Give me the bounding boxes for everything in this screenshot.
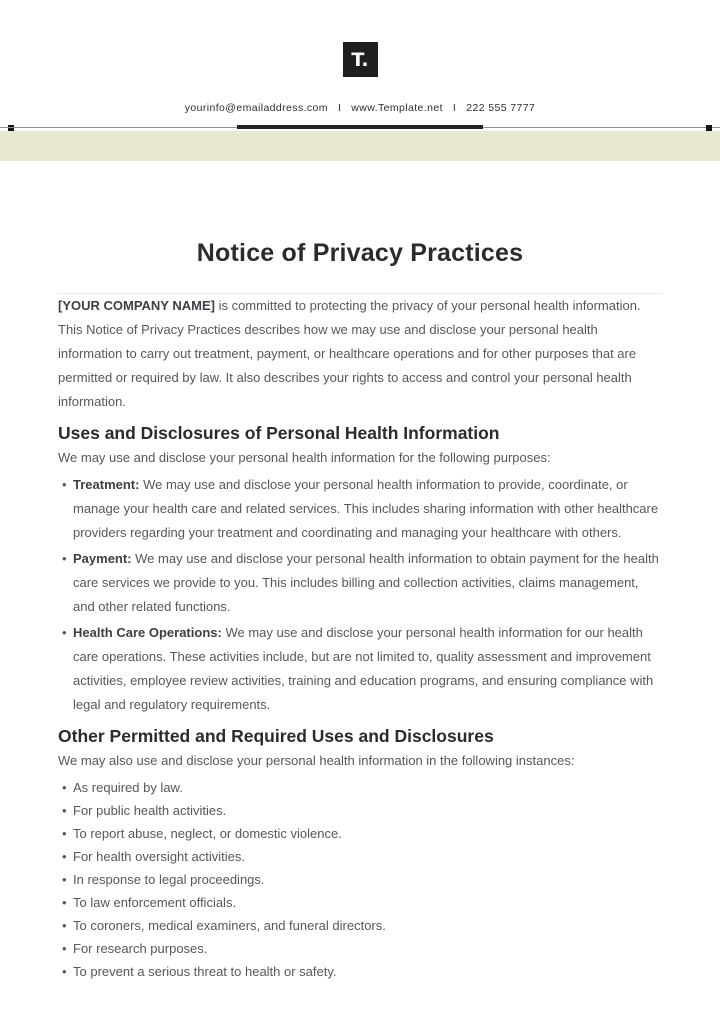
section-lead-other-uses: We may also use and disclose your personal health information in the following instances: [58,753,575,768]
divider-accent-line [237,125,483,129]
list-item-text: To coroners, medical examiners, and funeral directors. [73,918,386,933]
bullet-icon: • [62,895,67,910]
other-uses-list [58,776,662,983]
brand-logo [343,42,378,77]
item-body: We may use and disclose your personal health information to provide, coordinate, or manage your health care and related services. This includes sharing information with other healthcare providers regarding your treatment and coordinating and managing your healthcare with others. [73,477,659,540]
intro-paragraph [58,294,662,414]
list-item-text: For public health activities. [73,803,227,818]
list-item-text [73,547,662,619]
list-item [58,960,662,983]
list-item [58,845,662,868]
list-item [58,822,662,845]
bullet-icon: • [62,477,67,492]
list-item-text [73,473,662,545]
divider-dot-left [8,125,14,131]
bullet-icon: • [62,551,67,566]
bullet-icon: • [62,872,67,887]
contact-email: yourinfo@emailaddress.com [184,102,328,114]
list-item-text: For research purposes. [73,941,208,956]
item-label: Payment: [73,551,132,566]
list-item-text [73,621,662,717]
list-item [58,868,662,891]
list-item-text: As required by law. [73,780,183,795]
list-item-treatment [58,473,662,545]
list-item-text: To report abuse, neglect, or domestic violence. [73,826,342,841]
bullet-icon: • [62,826,67,841]
document-body [58,294,662,983]
list-item [58,891,662,914]
list-item [58,776,662,799]
uses-disclosures-list [58,473,662,717]
list-item [58,914,662,937]
company-name-placeholder: [YOUR COMPANY NAME] [58,298,215,313]
bullet-icon: • [62,918,67,933]
list-item-text: To law enforcement officials. [73,895,237,910]
list-item [58,937,662,960]
item-label: Treatment: [73,477,140,492]
bullet-icon: • [62,625,67,640]
item-label: Health Care Operations: [73,625,222,640]
contact-website: www.Template.net [351,102,443,114]
section-lead-uses-disclosures: We may use and disclose your personal health information for the following purposes: [58,450,551,465]
list-item-text: To prevent a serious threat to health or safety. [73,964,337,979]
letterhead [0,42,720,161]
contact-separator: I [452,102,457,114]
item-body: We may use and disclose your personal health information for our health care operations. These activities include, but are not limited to, quality assessment and improvement activities, employee review activities, training and education programs, and ensuring compliance with legal and regulatory requirements. [73,625,654,712]
bullet-icon: • [62,780,67,795]
divider-dot-right [706,125,712,131]
bullet-icon: • [62,941,67,956]
contact-separator: I [337,102,342,114]
list-item-payment [58,547,662,619]
header-divider [0,125,720,131]
contact-phone: 222 555 7777 [466,102,536,114]
accent-band [0,131,720,161]
list-item-text: In response to legal proceedings. [73,872,265,887]
list-item-health-care-operations [58,621,662,717]
bullet-icon: • [62,964,67,979]
list-item-text: For health oversight activities. [73,849,245,864]
list-item [58,799,662,822]
bullet-icon: • [62,803,67,818]
intro-text: is committed to protecting the privacy of your personal health information. This Notice of Privacy Practices describes how we may use and disclose your personal health information to carry out treatment, payment, or healthcare operations and for other purposes that are permitted or required by law. It also describes your rights to access and control your personal health information. [58,298,641,409]
bullet-icon: • [62,849,67,864]
section-heading-uses-disclosures: Uses and Disclosures of Personal Health Information [58,423,500,443]
brand-logo-text: T. [351,48,369,71]
page-title: Notice of Privacy Practices [196,239,524,267]
contact-line [0,102,720,114]
item-body: We may use and disclose your personal health information to obtain payment for the health care services we provide to you. This includes billing and collection activities, claims management, and other related functions. [73,551,659,614]
section-heading-other-uses: Other Permitted and Required Uses and Disclosures [58,726,494,746]
